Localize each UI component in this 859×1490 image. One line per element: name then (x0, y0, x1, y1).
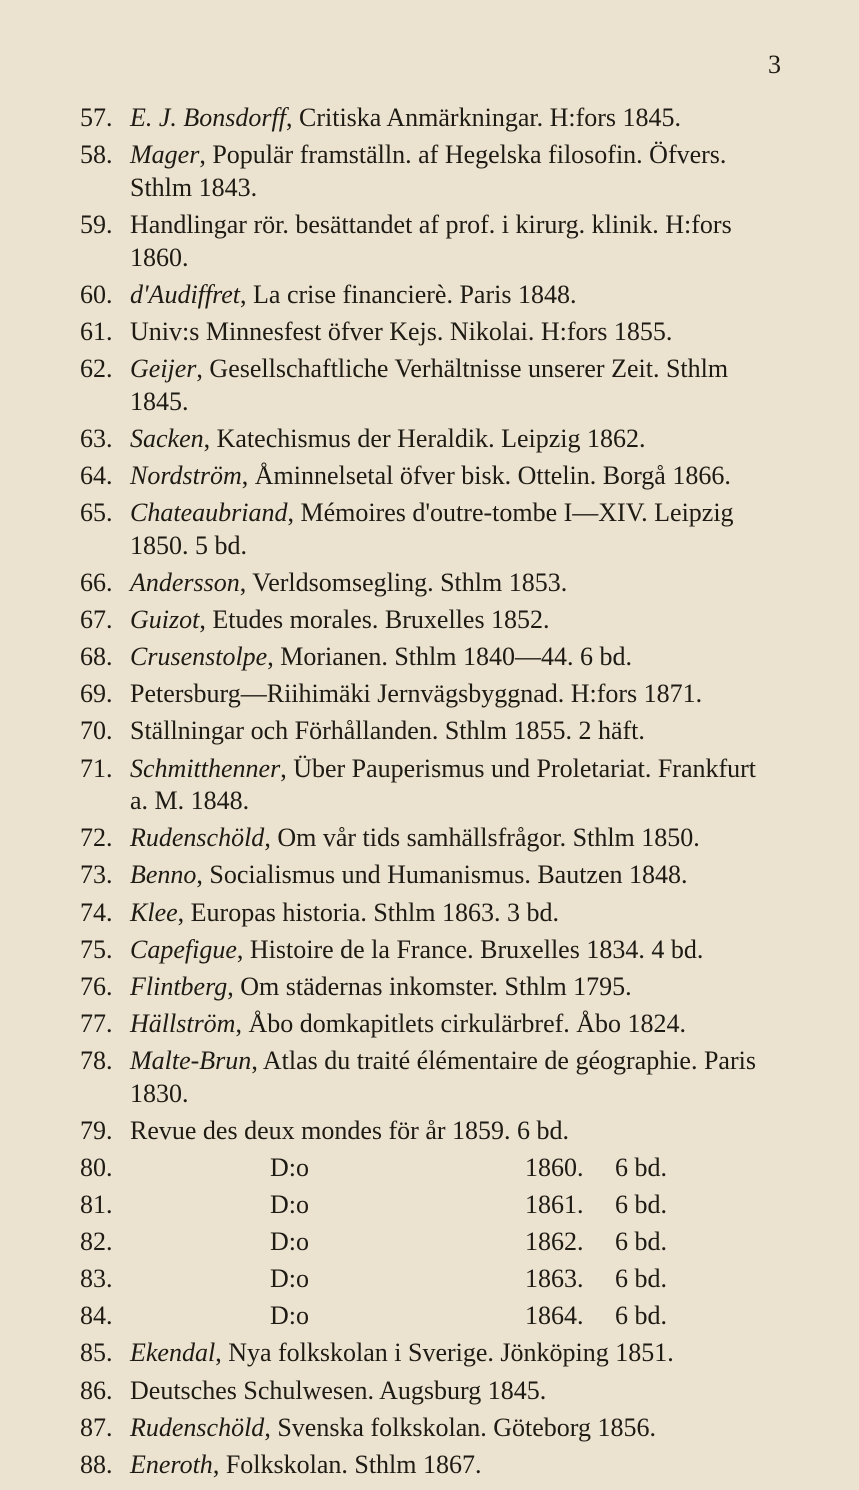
entry-title: Revue des deux mondes för år 1859. 6 bd. (130, 1115, 570, 1145)
bibliography-entry (80, 102, 770, 135)
bibliography-entry (80, 715, 770, 748)
bibliography-entry (80, 678, 770, 711)
bibliography-entry (80, 1412, 770, 1445)
entry-number: 87. (80, 1412, 113, 1442)
ditto-entry (80, 1263, 770, 1296)
ditto-vols: 6 bd. (615, 1301, 667, 1331)
entry-author: d'Audiffret (130, 279, 241, 309)
entry-author: Klee (130, 897, 178, 927)
entry-title: , Om städernas inkomster. Sthlm 1795. (227, 971, 632, 1001)
entry-number: 78. (80, 1045, 113, 1075)
ditto-spacer (130, 1189, 270, 1222)
entry-author: Rudenschöld (130, 823, 265, 853)
entry-title: , Katechismus der Heraldik. Leipzig 1862. (203, 423, 646, 453)
entry-title: , Mémoires d'outre-tombe I—XIV. Leipzig 1850. 5 bd. (130, 498, 734, 560)
entry-author: Sacken (130, 423, 204, 453)
ditto-year: 1862. (525, 1227, 584, 1257)
bibliography-entry (80, 1008, 770, 1041)
entry-author: Schmitthenner (130, 753, 281, 783)
ditto-row (130, 1226, 770, 1259)
entry-author: Mager (130, 140, 200, 170)
entry-number: 63. (80, 423, 113, 453)
bibliography-entry (80, 423, 770, 456)
entry-number: 66. (80, 568, 113, 598)
entry-author: Geijer (130, 354, 197, 384)
entry-number: 64. (80, 461, 113, 491)
ditto-year: 1861. (525, 1190, 584, 1220)
ditto-spacer (130, 1152, 270, 1185)
ditto-ditto: D:o (270, 1264, 309, 1294)
ditto-row (130, 1300, 770, 1333)
ditto-vols: 6 bd. (615, 1190, 667, 1220)
entry-number: 77. (80, 1008, 113, 1038)
ditto-vols: 6 bd. (615, 1152, 667, 1182)
entry-number: 60. (80, 279, 113, 309)
ditto-year: 1864. (525, 1301, 584, 1331)
entry-number: 73. (80, 860, 113, 890)
entry-number: 59. (80, 209, 113, 239)
bibliography-entry (80, 1449, 770, 1482)
entry-number: 88. (80, 1449, 113, 1479)
bibliography-entry (80, 497, 770, 563)
entry-title: , Åminnelsetal öfver bisk. Ottelin. Borgå 1866. (241, 461, 731, 491)
entry-author: Flintberg (130, 971, 228, 1001)
entry-title: , Populär framställn. af Hegelska filosofin. Öfvers. Sthlm 1843. (130, 140, 727, 202)
bibliography-entry (80, 316, 770, 349)
bibliography-entry (80, 859, 770, 892)
entry-title: , Atlas du traité élémentaire de géographie. Paris 1830. (130, 1045, 756, 1108)
ditto-vols: 6 bd. (615, 1264, 667, 1294)
ditto-vols: 6 bd. (615, 1227, 667, 1257)
entry-title: , Critiska Anmärkningar. H:fors 1845. (286, 103, 682, 132)
ditto-year: 1863. (525, 1264, 584, 1294)
entry-number: 85. (80, 1338, 113, 1368)
entry-author: E. J. Bonsdorff (130, 103, 286, 132)
bibliography-entry (80, 1115, 770, 1148)
entry-author: Guizot (130, 605, 200, 635)
entry-title: Handlingar rör. besättandet af prof. i kirurg. klinik. H:fors 1860. (130, 209, 732, 272)
entry-author: Crusenstolpe (130, 642, 268, 672)
entry-number: 72. (80, 823, 113, 853)
entry-number: 61. (80, 316, 113, 346)
entry-title: Ställningar och Förhållanden. Sthlm 1855. 2 häft. (130, 716, 645, 746)
entry-number: 83. (80, 1264, 113, 1294)
entry-title: Deutsches Schulwesen. Augsburg 1845. (130, 1375, 547, 1405)
entry-author: Benno (130, 860, 197, 890)
entry-title: , Verldsomsegling. Sthlm 1853. (239, 568, 568, 598)
entry-number: 75. (80, 934, 113, 964)
entry-author: Rudenschöld (130, 1412, 265, 1442)
tail-entries (80, 1337, 770, 1481)
ditto-entry (80, 1226, 770, 1259)
bibliography-entry (80, 604, 770, 637)
entry-number: 79. (80, 1115, 113, 1145)
entry-author: Nordström (130, 461, 242, 491)
entry-title: , Morianen. Sthlm 1840—44. 6 bd. (267, 642, 632, 672)
entry-title: , Nya folkskolan i Sverige. Jönköping 1851. (215, 1338, 674, 1368)
ditto-row (130, 1189, 770, 1222)
entry-author: Hällström (130, 1008, 236, 1038)
ditto-entry (80, 1189, 770, 1222)
entry-title: , Om vår tids samhällsfrågor. Sthlm 1850. (264, 823, 700, 853)
ditto-entry (80, 1152, 770, 1185)
entry-title: Petersburg—Riihimäki Jernvägsbyggnad. H:fors 1871. (130, 679, 703, 709)
bibliography-entry (80, 641, 770, 674)
entry-number: 69. (80, 679, 113, 709)
entry-number: 62. (80, 354, 113, 384)
bibliography-entry (80, 897, 770, 930)
entry-title: , Etudes morales. Bruxelles 1852. (199, 605, 550, 635)
ditto-ditto: D:o (270, 1152, 309, 1182)
bibliography-entry (80, 1045, 770, 1111)
entry-title: , Histoire de la France. Bruxelles 1834. 4 bd. (236, 934, 704, 964)
entry-number: 81. (80, 1190, 113, 1220)
entry-number: 67. (80, 605, 113, 635)
ditto-ditto: D:o (270, 1227, 309, 1257)
bibliography-entry (80, 971, 770, 1004)
ditto-spacer (130, 1226, 270, 1259)
entry-author: Chateaubriand (130, 498, 288, 528)
bibliography-entry (80, 934, 770, 967)
bibliography-entry (80, 460, 770, 493)
entry-author: Eneroth (130, 1449, 213, 1479)
entry-number: 74. (80, 897, 113, 927)
entry-number: 57. (80, 103, 113, 132)
entry-title: , Europas historia. Sthlm 1863. 3 bd. (177, 897, 559, 927)
entry-number: 65. (80, 498, 113, 528)
ditto-ditto: D:o (270, 1190, 309, 1220)
entry-number: 82. (80, 1227, 113, 1257)
entry-title: , Svenska folkskolan. Göteborg 1856. (264, 1412, 656, 1442)
bibliography-entry (80, 822, 770, 855)
bibliography-entry (80, 1337, 770, 1370)
main-entries (80, 102, 770, 1148)
entry-title: , Gesellschaftliche Verhältnisse unserer Zeit. Sthlm 1845. (130, 354, 729, 416)
bibliography-entry (80, 279, 770, 312)
ditto-row (130, 1152, 770, 1185)
bibliography-entry (80, 753, 770, 819)
entry-author: Andersson (130, 568, 240, 598)
entry-author: Ekendal (130, 1338, 216, 1368)
ditto-spacer (130, 1300, 270, 1333)
entry-title: Univ:s Minnesfest öfver Kejs. Nikolai. H:fors 1855. (130, 316, 673, 346)
ditto-year: 1860. (525, 1152, 584, 1182)
entry-title: , Über Pauperismus und Proletariat. Frankfurt a. M. 1848. (130, 753, 757, 816)
entry-number: 80. (80, 1152, 113, 1182)
bibliography-list (80, 102, 770, 1486)
entry-number: 84. (80, 1301, 113, 1331)
entry-title: , Folkskolan. Sthlm 1867. (212, 1449, 482, 1479)
bibliography-entry (80, 353, 770, 419)
entry-number: 86. (80, 1375, 113, 1405)
ditto-entry (80, 1300, 770, 1333)
bibliography-entry (80, 1375, 770, 1408)
entry-title: , La crise financierè. Paris 1848. (240, 279, 577, 309)
entry-number: 76. (80, 971, 113, 1001)
entry-title: , Åbo domkapitlets cirkulärbref. Åbo 1824. (235, 1008, 687, 1038)
entry-author: Malte-Brun (130, 1045, 252, 1075)
entry-number: 70. (80, 716, 113, 746)
entry-number: 71. (80, 753, 113, 783)
page-number: 3 (768, 50, 781, 79)
ditto-row (130, 1263, 770, 1296)
entry-title: , Socialismus und Humanismus. Bautzen 1848. (196, 860, 688, 890)
entry-number: 58. (80, 140, 113, 170)
entry-number: 68. (80, 642, 113, 672)
ditto-ditto: D:o (270, 1301, 309, 1331)
bibliography-entry (80, 567, 770, 600)
ditto-spacer (130, 1263, 270, 1296)
bibliography-entry (80, 139, 770, 205)
ditto-entries (80, 1152, 770, 1333)
entry-author: Capefigue (130, 934, 237, 964)
bibliography-entry (80, 209, 770, 275)
